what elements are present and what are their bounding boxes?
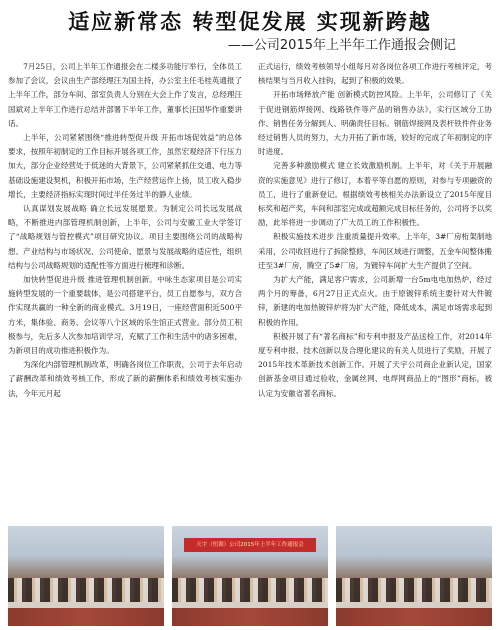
- paragraph: 为深化内部管理机制改革，明确各岗位工作职责，公司于去年启动了薪酬改革和绩效考核工作，形成了新的薪酬体系和绩效考核实施办法，今年元月起: [8, 360, 242, 398]
- right-column: [258, 60, 492, 522]
- article-title: 适应新常态 转型促发展 实现新跨越: [68, 9, 432, 34]
- meeting-photo: [336, 526, 492, 626]
- paragraph: 开拓市场释放产能 创新模式防控风险。上半年，公司修订了《关于促进钢筋焊接网、线路铁件等产品的销售办法》，实行区域分工协作、销售任务分解到人、明确责任目标。钢筋焊接网及表杆铁件件业务经过销售人员的努力，大力开拓了新市场，较好的完成了年初制定的序时进度。: [258, 90, 492, 157]
- paragraph: 完善多种激励模式 建立长效激励机制。上半年，对《关于开展融资的实施意见》进行了修订，本着平等自愿的原则，对参与专项融资的员工，进行了重新登记。根据绩效考核相关办法新设立了2015年度目标奖和超产奖，车间和部室完成或超额完成目标任务的，公司将予以奖励，此举将进一步调动了广大员工的工作积极性。: [258, 161, 492, 228]
- article-subtitle: ——公司2015年上半年工作通报会侧记: [227, 38, 456, 53]
- meeting-banner: 天宇（恒源）公司2015年上半年工作通报会: [184, 538, 315, 552]
- paragraph: 7月25日，公司上半年工作通报会在二楼多功能厅举行，全体员工参加了会议，会议由生产部经理汪为国主持，办公室主任毛桂英通报了上半年工作，部分车间、部室负责人分别在大会上作了发言，总经理汪国斌对上半年工作进行总结并部署下半年工作，董事长汪国华作重要讲话。: [8, 62, 242, 128]
- paragraph: 加快转型促进升级 推进管理机制创新。中咏生态家项目是公司实施转型发展的一个重要载体，是公司搭建平台，员工自愿参与，双方合作实现共赢的一种全新的商业模式。3月19日，一座经营面积近500平方米，集体验、商务、会议等八个区域的乐生馆正式营业。部分员工积极参与，先后多人次参加培训学习，充赋了工作和生活中的诸多困难，为新项目的成功推进积极作为。: [8, 275, 242, 356]
- paragraph: 积极开展了有“著名商标”和专利申报及产品送检工作，对2014年度专利申报、技术创新以及合理化建议的有关人员进行了奖励，开展了2015年技术革新技术创新工作。开展了天宇公司商企业新认定，国家创新基金项目通过验收，金属丝网、电焊网商品上的“图形”商标，被认定为安徽省著名商标。: [258, 331, 492, 398]
- paragraph: 积极实施技术进步 注重质量提升效率。上半年，3#厂房桁架制地采用，公司收回进行了拆除整修，车间区域进行调整，五金车间整体搬迁至3#厂房，腾空了5#厂房，为镀锌车间扩大生产提供了空间。: [258, 232, 492, 270]
- photo-strip: [8, 526, 492, 630]
- left-column: [8, 60, 242, 522]
- paragraph: 正式运行，绩效考核领导小组每月对各岗位各项工作进行考核评定，考核结果与当月收入挂钩，起到了积极的效果。: [258, 62, 492, 86]
- paragraph: 上半年，公司紧紧围绕“推进转型促升级 开拓市场促效益”的总体要求，按照年初制定的工作目标开展各项工作，虽然宏观经济下行压力加大，部分企业经营处于低迷的大背景下，公司紧紧抓住交通、电力等基础设施建设契机，积极开拓市场，生产经营运作上扬，员工收入稳步增长，主要经济指标实现时间过半任务过半的静人业绩。: [8, 133, 242, 199]
- meeting-photo: [8, 526, 164, 626]
- meeting-photo: [172, 526, 328, 626]
- paragraph: 为扩大产能，满足客户需求，公司新增一台5m电电加热炉，经过两个月的筹备，6月27日正式点火。由于原镀锌系统主要针对大件镀锌，新建的电加热镀锌炉将为扩大产能，降低成本，满足市场需求起到积极的作用。: [258, 275, 492, 327]
- article-body: [8, 60, 492, 522]
- paragraph: 认真谋划发展战略 确立长远发展愿景。为制定公司长远发展战略，不断推进内部管理机制创新，上半年，公司与安徽工业大学签订了“战略规划与管控模式”项目研究协议。项目主要围绕公司的战略构想、产业结构与市场状况、公司使命、愿景与发展战略的适应性，组织结构与公司战略规划的适配性等方面进行梳理和诊断。: [8, 204, 242, 270]
